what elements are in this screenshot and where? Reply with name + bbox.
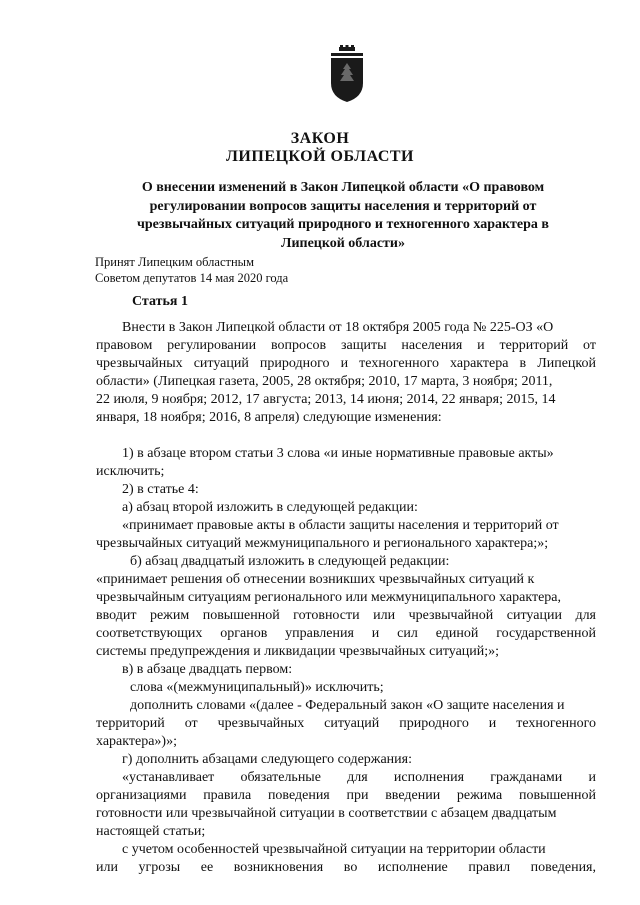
subtitle-line: чрезвычайных ситуаций природного и техногенного характера в <box>137 217 549 232</box>
body-line: настоящей статьи; <box>96 824 206 839</box>
body-line: правовом регулировании вопросов защиты населения и территорий от <box>96 338 596 353</box>
body-line: соответствующих органов управления и сил единой государственной <box>96 626 596 641</box>
body-line: января, 18 ноября; 2016, 8 апреля) следующие изменения: <box>96 410 442 425</box>
body-line: готовности или чрезвычайной ситуации в соответствии с абзацем двадцатым <box>96 806 557 821</box>
coat-of-arms-icon <box>325 45 369 103</box>
body-line: области» (Липецкая газета, 2005, 28 октября; 2010, 17 марта, 3 ноября; 2011, <box>96 374 553 389</box>
body-line: «принимает правовые акты в области защиты населения и территорий от <box>122 518 559 533</box>
adoption-line: Принят Липецким областным <box>95 255 254 269</box>
subtitle-line: О внесении изменений в Закон Липецкой области «О правовом <box>141 180 545 195</box>
adoption-line: Советом депутатов 14 мая 2020 года <box>95 271 289 285</box>
body-line: чрезвычайных ситуаций межмуниципального и регионального характера;»; <box>96 536 549 551</box>
subtitle-line: Липецкой области» <box>281 235 405 251</box>
body-line: исключить; <box>96 464 165 479</box>
body-line: 2) в статье 4: <box>122 482 199 497</box>
subtitle-line: регулировании вопросов защиты населения и территорий от <box>149 198 537 214</box>
body-line: б) абзац двадцатый изложить в следующей редакции: <box>130 554 450 569</box>
body-line: «устанавливает обязательные для исполнения гражданами и <box>122 770 596 785</box>
law-subtitle <box>100 179 586 253</box>
body-line: г) дополнить абзацами следующего содержания: <box>122 752 412 767</box>
region-title: ЛИПЕЦКОЙ ОБЛАСТИ <box>226 148 414 165</box>
body-line: с учетом особенностей чрезвычайной ситуации на территории области <box>122 842 546 857</box>
body-line: в) в абзаце двадцать первом: <box>122 662 293 677</box>
body-line: дополнить словами «(далее - Федеральный закон «О защите населения и <box>130 698 565 713</box>
adoption-note <box>95 254 288 286</box>
body-line: чрезвычайным ситуациям регионального или межмуниципального характера, <box>96 590 562 605</box>
body-line: чрезвычайных ситуаций природного и техногенного характера в Липецкой <box>96 356 596 371</box>
body-line: системы предупреждения и ликвидации чрезвычайных ситуаций;»; <box>96 644 500 659</box>
body-line: слова «(межмуниципальный)» исключить; <box>130 680 384 695</box>
body-line: организациями правила поведения при введении режима повышенной <box>96 788 596 803</box>
body-line: Внести в Закон Липецкой области от 18 октября 2005 года № 225-ОЗ «О <box>122 320 554 335</box>
body-line: вводит режим повышенной готовности или чрезвычайной ситуации для <box>96 608 596 623</box>
body-line: или угрозы ее возникновения во исполнение правил поведения, <box>96 860 596 875</box>
body-line: 22 июля, 9 ноября; 2012, 17 августа; 2013, 14 июня; 2014, 22 января; 2015, 14 <box>96 392 556 407</box>
body-line: 1) в абзаце втором статьи 3 слова «и иные нормативные правовые акты» <box>122 446 554 461</box>
body-line: территорий от чрезвычайных ситуаций природного и техногенного <box>96 716 596 731</box>
body-line: «принимает решения об отнесении возникших чрезвычайных ситуаций к <box>96 572 535 587</box>
document-type-title: ЗАКОН <box>290 130 350 147</box>
body-line: характера»)»; <box>96 734 177 749</box>
article-title: Статья 1 <box>132 294 188 309</box>
body-line: а) абзац второй изложить в следующей редакции: <box>122 500 418 515</box>
